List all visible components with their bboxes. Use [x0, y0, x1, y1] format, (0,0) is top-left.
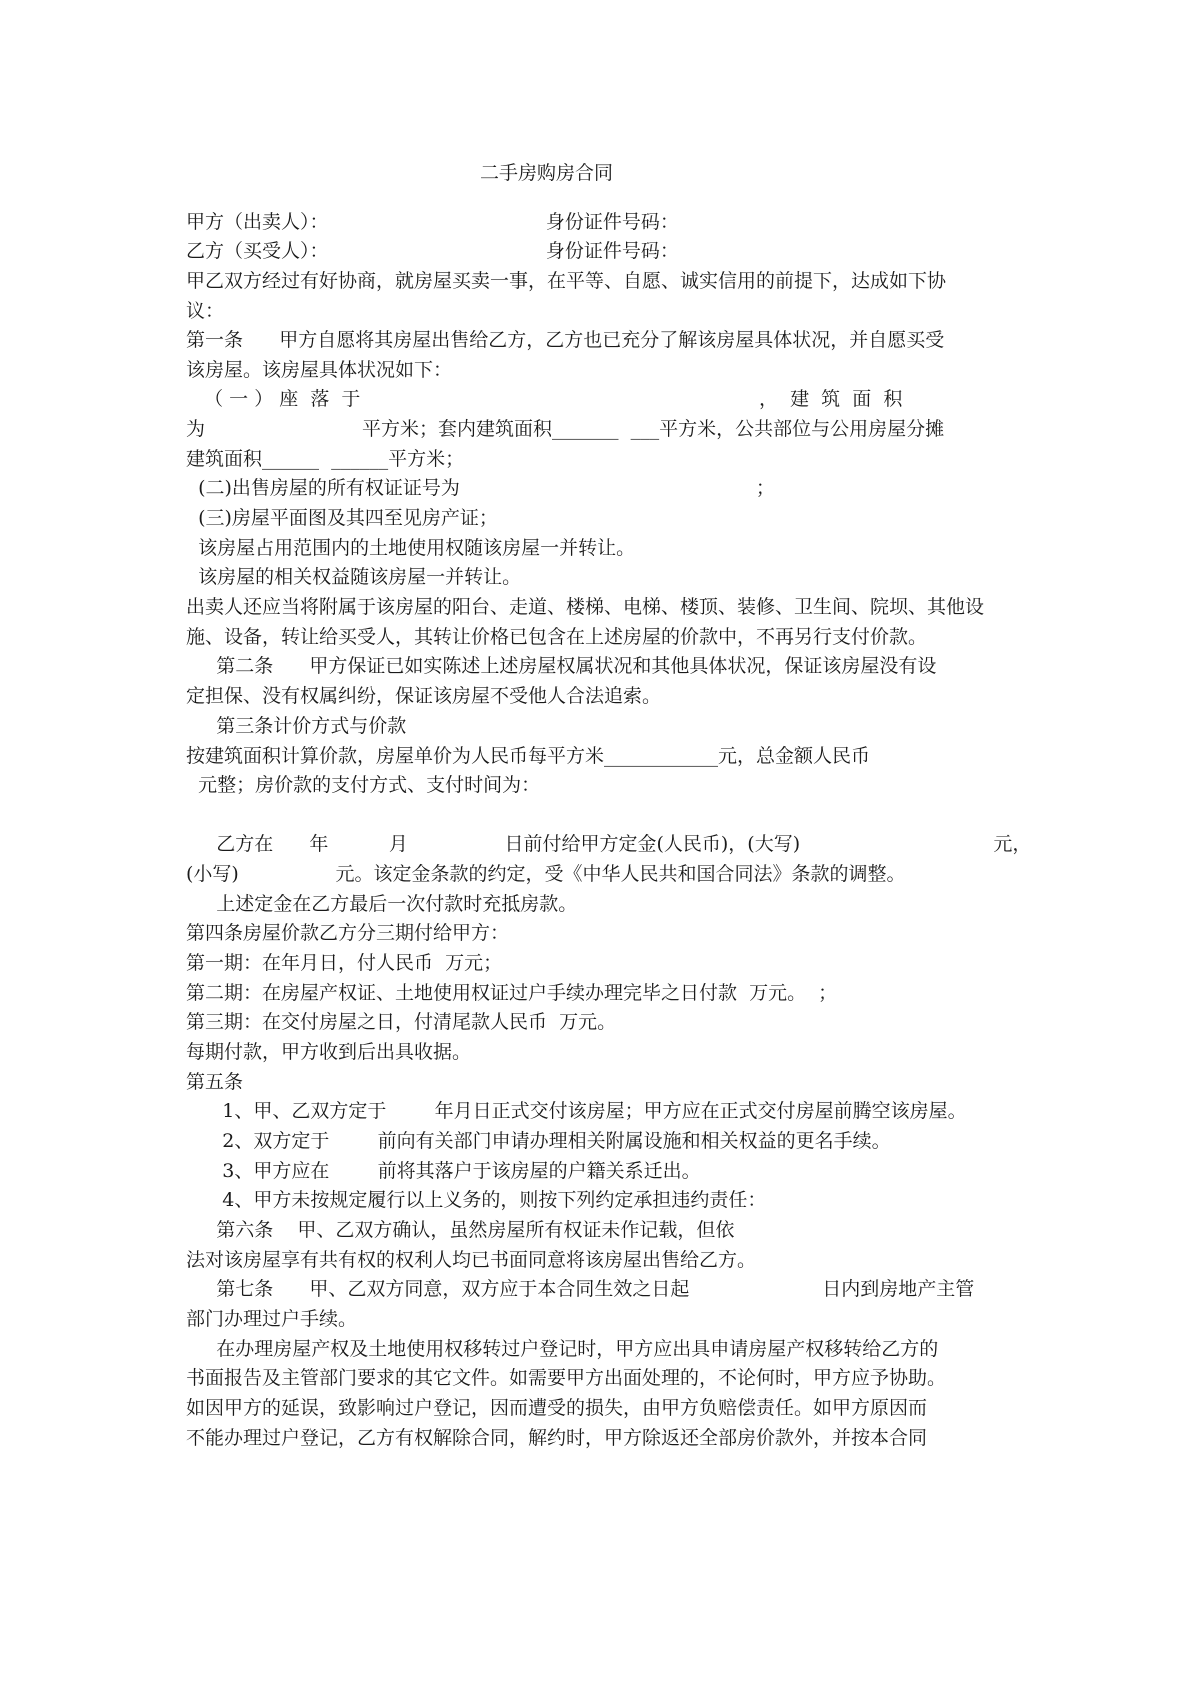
paragraph-line: 第四条房屋价款乙方分三期付给甲方： — [186, 922, 510, 944]
paragraph-line: 甲乙双方经过有好协商，就房屋买卖一事，在平等、自愿、诚实信用的前提下，达成如下协 — [186, 270, 947, 292]
paragraph-line: 为 平方米；套内建筑面积_______ ___平方米，公共部位与公用房屋分摊 — [186, 418, 945, 440]
paragraph-line: 第三条计价方式与价款 — [186, 715, 407, 737]
paragraph-line: 第一期：在年月日，付人民币 万元； — [186, 952, 503, 974]
document-title: 二手房购房合同 — [480, 162, 614, 184]
paragraph-line: 第六条 甲、乙双方确认，虽然房屋所有权证未作记载，但依 — [186, 1219, 735, 1241]
paragraph-line: 第一条 甲方自愿将其房屋出售给乙方，乙方也已充分了解该房屋具体状况，并自愿买受 — [186, 329, 945, 351]
paragraph-line: 部门办理过户手续。 — [186, 1308, 358, 1330]
paragraph-line: 元整；房价款的支付方式、支付时间为： — [186, 774, 541, 796]
paragraph-line: 上述定金在乙方最后一次付款时充抵房款。 — [186, 893, 578, 915]
paragraph-line: 按建筑面积计算价款，房屋单价为人民币每平方米____________元，总金额人民币 — [186, 745, 871, 767]
paragraph-line: 建筑面积______ ______平方米； — [186, 448, 465, 470]
paragraph-line: 第二条 甲方保证已如实陈述上述房屋权属状况和其他具体状况，保证该房屋没有设 — [186, 655, 937, 677]
paragraph-line: 第二期：在房屋产权证、土地使用权证过户手续办理完毕之日付款 万元。 ； — [186, 982, 838, 1004]
paragraph-line: 议： — [186, 300, 225, 322]
paragraph-line: 不能办理过户登记，乙方有权解除合同，解约时，甲方除返还全部房价款外，并按本合同 — [186, 1427, 928, 1449]
paragraph-line: (二)出售房屋的所有权证证号为 ； — [186, 477, 775, 499]
paragraph-line: 该房屋。该房屋具体状况如下： — [186, 359, 453, 381]
paragraph-line: 第七条 甲、乙双方同意，双方应于本合同生效之日起 日内到房地产主管 — [186, 1278, 975, 1300]
paragraph-line: (三)房屋平面图及其四至见房产证； — [186, 507, 498, 529]
paragraph-line: 施、设备，转让给买受人，其转让价格已包含在上述房屋的价款中，不再另行支付价款。 — [186, 626, 928, 648]
paragraph-line: 甲方（出卖人）： 身份证件号码： — [186, 211, 679, 233]
paragraph-line: 4、甲方未按规定履行以上义务的，则按下列约定承担违约责任： — [186, 1189, 767, 1211]
paragraph-line: 第三期：在交付房屋之日，付清尾款人民币 万元。 — [186, 1011, 617, 1033]
paragraph-line: 出卖人还应当将附属于该房屋的阳台、走道、楼梯、电梯、楼顶、装修、卫生间、院坝、其他设 — [186, 596, 985, 618]
paragraph-line: (小写) 元。该定金条款的约定，受《中华人民共和国合同法》条款的调整。 — [186, 863, 906, 885]
paragraph-line: 乙方（买受人）： 身份证件号码： — [186, 240, 679, 262]
paragraph-line: 定担保、没有权属纠纷，保证该房屋不受他人合法追索。 — [186, 685, 662, 707]
paragraph-line: 每期付款，甲方收到后出具收据。 — [186, 1041, 472, 1063]
paragraph-line: 第五条 — [186, 1071, 244, 1093]
paragraph-line: 在办理房屋产权及土地使用权移转过户登记时，甲方应出具申请房屋产权移转给乙方的 — [186, 1338, 939, 1360]
paragraph-line: 该房屋占用范围内的土地使用权随该房屋一并转让。 — [186, 537, 636, 559]
paragraph-line: （ 一 ） 座 落 于 ， 建 筑 面 积 — [186, 388, 903, 410]
paragraph-line: 该房屋的相关权益随该房屋一并转让。 — [186, 566, 522, 588]
paragraph-line: 如因甲方的延误，致影响过户登记，因而遭受的损失，由甲方负赔偿责任。如甲方原因而 — [186, 1397, 928, 1419]
paragraph-line: 乙方在 年 月 日前付给甲方定金(人民币)，(大写) 元， — [186, 833, 1032, 855]
paragraph-line: 法对该房屋享有共有权的权利人均已书面同意将该房屋出售给乙方。 — [186, 1249, 757, 1271]
paragraph-line: 2、双方定于 前向有关部门申请办理相关附属设施和相关权益的更名手续。 — [186, 1130, 891, 1152]
paragraph-line: 书面报告及主管部门要求的其它文件。如需要甲方出面处理的，不论何时，甲方应予协助。 — [186, 1367, 947, 1389]
paragraph-line: 3、甲方应在 前将其落户于该房屋的户籍关系迁出。 — [186, 1160, 701, 1182]
paragraph-line: 1、甲、乙双方定于 年月日正式交付该房屋；甲方应在正式交付房屋前腾空该房屋。 — [186, 1100, 967, 1122]
